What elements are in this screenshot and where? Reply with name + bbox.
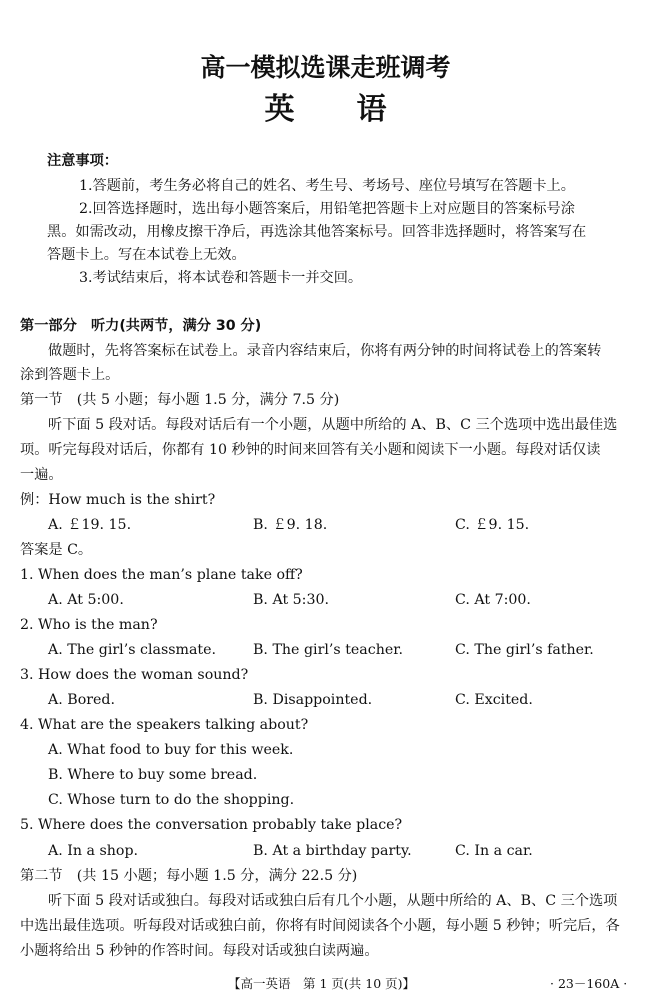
subject-char-2: 语: [356, 92, 387, 127]
question-1-option-b: B. At 5:30.: [253, 592, 330, 608]
part1-heading: 第一部分 听力(共两节，满分 30 分): [20, 318, 262, 334]
example-question: 例：How much is the shirt?: [20, 492, 216, 508]
question-5-option-b: B. At a birthday party.: [253, 843, 412, 859]
question-1-option-c: C. At 7:00.: [455, 592, 531, 608]
section2-intro-2: 中选出最佳选项。听每段对话或独白前，你将有时间阅读各个小题，每小题 5 秒钟；听完后，各: [20, 918, 620, 934]
notice-line-4: 答题卡上。写在本试卷上无效。: [47, 247, 246, 263]
question-4: 4. What are the speakers talking about?: [20, 717, 309, 733]
question-5: 5. Where does the conversation probably take place?: [20, 817, 403, 833]
question-3-option-b: B. Disappointed.: [253, 692, 373, 708]
question-2-option-b: B. The girl’s teacher.: [253, 642, 403, 658]
section2-heading: 第二节 (共 15 小题；每小题 1.5 分，满分 22.5 分): [20, 868, 358, 884]
example-option-a: A. ￡19. 15.: [48, 517, 132, 533]
question-2: 2. Who is the man?: [20, 617, 158, 633]
section2-intro-1: 听下面 5 段对话或独白。每段对话或独白后有几个小题，从题中所给的 A、B、C 三个选项: [48, 893, 618, 909]
notice-heading: 注意事项：: [47, 153, 118, 169]
example-answer: 答案是 C。: [20, 542, 93, 558]
question-1-option-a: A. At 5:00.: [48, 592, 124, 608]
question-4-option-b: B. Where to buy some bread.: [48, 767, 258, 783]
section2-intro-3: 小题将给出 5 秒钟的作答时间。每段对话或独白读两遍。: [20, 943, 379, 959]
example-option-b: B. ￡9. 18.: [253, 517, 328, 533]
notice-line-5: 3.考试结束后，将本试卷和答题卡一并交回。: [79, 270, 363, 286]
section1-intro-3: 一遍。: [20, 467, 63, 483]
exam-title: 高一模拟选课走班调考: [200, 53, 451, 82]
notice-line-1: 1.答题前，考生务必将自己的姓名、考生号、考场号、座位号填写在答题卡上。: [79, 178, 575, 194]
example-option-c: C. ￡9. 15.: [455, 517, 530, 533]
notice-line-3: 黑。如需改动，用橡皮擦干净后，再选涂其他答案标号。回答非选择题时，将答案写在: [47, 224, 587, 240]
section1-intro-2: 项。听完每段对话后，你都有 10 秒钟的时间来回答有关小题和阅读下一小题。每段对话仅读: [20, 442, 601, 458]
notice-line-2: 2.回答选择题时，选出每小题答案后，用铅笔把答题卡上对应题目的答案标号涂: [79, 201, 575, 217]
question-3-option-a: A. Bored.: [48, 692, 116, 708]
part1-intro-2: 涂到答题卡上。: [20, 367, 120, 383]
question-2-option-a: A. The girl’s classmate.: [48, 642, 217, 658]
question-4-option-c: C. Whose turn to do the shopping.: [48, 792, 295, 808]
question-5-option-c: C. In a car.: [455, 843, 533, 859]
question-3-option-c: C. Excited.: [455, 692, 533, 708]
question-4-option-a: A. What food to buy for this week.: [48, 742, 294, 758]
subject-char-1: 英: [264, 92, 295, 127]
question-5-option-a: A. In a shop.: [48, 843, 139, 859]
question-2-option-c: C. The girl’s father.: [455, 642, 594, 658]
question-3: 3. How does the woman sound?: [20, 667, 249, 683]
exam-code: · 23－160A ·: [550, 976, 628, 991]
question-1: 1. When does the man’s plane take off?: [20, 567, 303, 583]
section1-heading: 第一节 (共 5 小题；每小题 1.5 分，满分 7.5 分): [20, 392, 340, 408]
section1-intro-1: 听下面 5 段对话。每段对话后有一个小题，从题中所给的 A、B、C 三个选项中选出最佳选: [48, 417, 618, 433]
subject-title: [0, 84, 651, 128]
page-footer: 【高一英语 第 1 页(共 10 页)】: [228, 976, 416, 991]
part1-intro-1: 做题时，先将答案标在试卷上。录音内容结束后，你将有两分钟的时间将试卷上的答案转: [48, 343, 602, 359]
